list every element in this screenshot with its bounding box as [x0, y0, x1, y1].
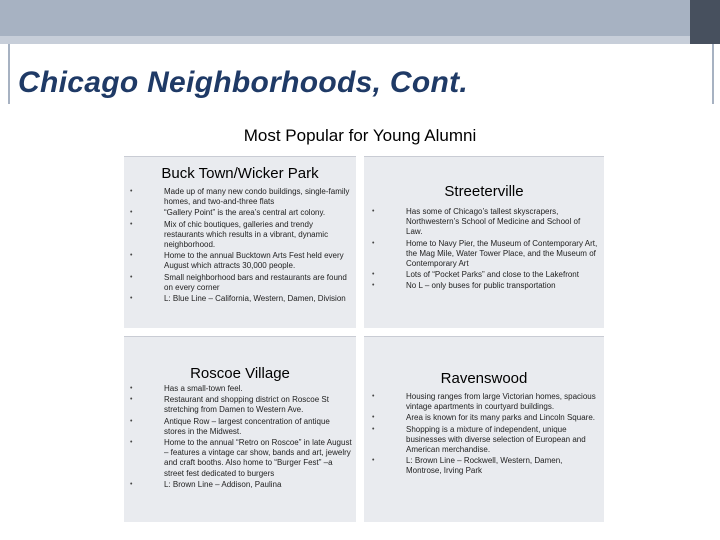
- list-item-text: Lots of “Pocket Parks” and close to the Lakefront: [406, 270, 579, 280]
- list-item: [130, 208, 352, 218]
- list-item-text: Home to Navy Pier, the Museum of Contemporary Art, the Mag Mile, Water Tower Place, and the Museum of Contemporary Art: [406, 238, 598, 269]
- list-item: [372, 270, 598, 280]
- list-item-text: Has a small-town feel.: [164, 384, 243, 393]
- header-bar-dark-block: [690, 0, 720, 44]
- quadrant-heading: Ravenswood: [440, 370, 528, 387]
- bullet-icon: •: [372, 414, 375, 422]
- list-item-text: Housing ranges from large Victorian homes, spacious vintage apartments in courtyard buildings.: [406, 392, 596, 412]
- list-item: [372, 207, 598, 238]
- list-item: [372, 413, 598, 423]
- quadrant-heading: Streeterville: [444, 183, 524, 200]
- list-item: [372, 281, 598, 291]
- bullet-icon: •: [130, 188, 133, 195]
- list-item-text: Small neighborhood bars and restaurants are found on every corner: [164, 272, 347, 292]
- list-item-text: Home to the annual Bucktown Arts Fest held every August which attracts 30,000 people.: [164, 251, 344, 271]
- list-item-text: L: Brown Line – Rockwell, Western, Damen, Montrose, Irving Park: [406, 456, 563, 476]
- bullet-list: [130, 384, 352, 491]
- list-item: [130, 220, 352, 251]
- list-item: [130, 480, 352, 490]
- bullet-list: [372, 207, 598, 293]
- left-accent-line: [8, 44, 10, 104]
- bullet-icon: •: [372, 239, 375, 247]
- list-item-text: Home to the annual “Retro on Roscoe” in late August – features a vintage car show, bands and art, jewelry and craft booths. Also home to “Burger Fest” –a street fest dedicated to burgers: [164, 438, 352, 478]
- list-item: [130, 294, 352, 304]
- list-item: [130, 273, 352, 293]
- list-item: [130, 251, 352, 271]
- quadrant-heading: Buck Town/Wicker Park: [161, 165, 319, 182]
- bullet-icon: •: [372, 282, 375, 290]
- bullet-icon: •: [130, 480, 133, 488]
- list-item: [372, 456, 598, 476]
- bullet-icon: •: [372, 425, 375, 433]
- bullet-list: [130, 187, 352, 305]
- list-item-text: Area is known for its many parks and Lincoln Square.: [406, 413, 595, 423]
- quadrant-streeterville: [364, 156, 604, 328]
- bullet-icon: •: [130, 417, 133, 425]
- list-item-text: “Gallery Point” is the area’s central art colony.: [164, 208, 326, 218]
- bullet-icon: •: [130, 396, 133, 404]
- list-item-text: Made up of many new condo buildings, single-family homes, and two-and-three flats: [164, 187, 350, 207]
- quadrant-bucktown-wicker-park: [124, 156, 356, 328]
- right-accent-line: [712, 44, 714, 104]
- list-item-text: Has some of Chicago’s tallest skyscrapers, Northwestern’s School of Medicine and School of Law.: [406, 207, 581, 237]
- bullet-icon: •: [130, 385, 133, 392]
- list-item-text: Antique Row – largest concentration of antique stores in the Midwest.: [164, 416, 330, 436]
- quadrant-heading: Roscoe Village: [190, 365, 290, 382]
- bullet-icon: •: [130, 273, 133, 281]
- list-item-text: Restaurant and shopping district on Roscoe St stretching from Damen to Western Ave.: [164, 395, 329, 415]
- bullet-icon: •: [372, 393, 375, 400]
- list-item: [130, 187, 352, 207]
- slide-title: Chicago Neighborhoods, Cont.: [18, 66, 469, 99]
- list-item-text: L: Blue Line – California, Western, Damen, Division: [164, 294, 346, 304]
- list-item-text: Shopping is a mixture of independent, unique businesses with diverse selection of European and American merchandise.: [406, 424, 586, 455]
- header-rule: [0, 44, 720, 46]
- list-item: [372, 392, 598, 412]
- bullet-icon: •: [130, 220, 133, 228]
- list-item: [130, 438, 352, 479]
- list-item-text: L: Brown Line – Addison, Paulina: [164, 479, 282, 489]
- list-item: [130, 417, 352, 437]
- bullet-icon: •: [130, 209, 133, 217]
- quadrant-roscoe-village: [124, 336, 356, 522]
- list-item-text: No L – only buses for public transportation: [406, 281, 556, 291]
- quadrant-ravenswood: [364, 336, 604, 522]
- list-item: [130, 395, 352, 415]
- bullet-icon: •: [372, 457, 375, 465]
- bullet-icon: •: [372, 208, 375, 215]
- list-item: [372, 425, 598, 456]
- list-item-text: Mix of chic boutiques, galleries and trendy restaurants which results in a vibrant, dynamic neighborhood.: [164, 219, 329, 250]
- list-item: [130, 384, 352, 394]
- header-bar: [0, 0, 720, 44]
- bullet-icon: •: [130, 295, 133, 303]
- bullet-list: [372, 392, 598, 478]
- bullet-icon: •: [372, 271, 375, 279]
- header-bar-light: [0, 0, 690, 44]
- slide-subtitle: Most Popular for Young Alumni: [243, 126, 477, 145]
- bullet-icon: •: [130, 252, 133, 260]
- list-item: [372, 239, 598, 270]
- bullet-icon: •: [130, 439, 133, 447]
